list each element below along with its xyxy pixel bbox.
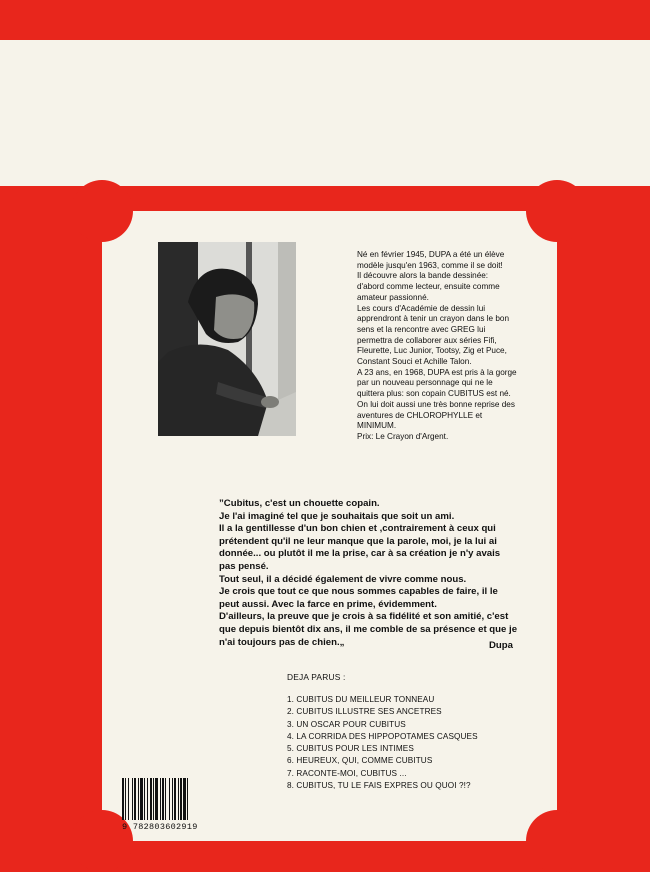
barcode-bar [140, 778, 143, 820]
barcode-bar [155, 778, 158, 820]
isbn-group-1: 782803 [132, 822, 166, 832]
barcode-bar [187, 778, 188, 820]
deja-parus-heading: DEJA PARUS : [287, 672, 346, 682]
list-item: 7. RACONTE-MOI, CUBITUS ... [287, 768, 407, 778]
quote-paragraph: Il a la gentillesse d'un bon chien et ,contrairement à ceux qui prétendent qu'il ne leur manque que la parole, moi, je la lui ai donnée... ou plutôt il me la prise, car à sa création je n'y avais pas pensé. [219, 523, 501, 572]
deja-parus-list [287, 694, 478, 792]
author-biography [357, 250, 517, 443]
isbn-prefix: 9 [122, 822, 128, 832]
author-quote [219, 498, 519, 649]
bio-paragraph: Les cours d'Académie de dessin lui apprendront à tenir un crayon dans le bon sens et la rencontre avec GREG lui permettra de collaborer aux séries Fifi, Fleurette, Luc Junior, Tootsy, Zig et Puce, Constant Souci et Achille Talon. [357, 303, 510, 367]
barcode-bar [174, 778, 176, 820]
quote-paragraph: D'ailleurs, la preuve que je crois à sa fidélité et son amitié, c'est que depuis bientôt dix ans, il me comble de sa présence et que je n'ai toujours pas de chien.„ [219, 611, 518, 648]
barcode-bar [122, 778, 124, 820]
barcode-bar [183, 778, 186, 820]
corner-notch-top-right [526, 180, 588, 242]
barcode-bar [165, 778, 166, 820]
list-item: 2. CUBITUS ILLUSTRE SES ANCETRES [287, 707, 442, 717]
bio-paragraph: Prix: Le Crayon d'Argent. [357, 431, 449, 441]
barcode-bar [180, 778, 182, 820]
quote-paragraph: Tout seul, il a décidé également de vivre comme nous. [219, 573, 467, 585]
bio-paragraph: Né en février 1945, DUPA a été un élève modèle jusqu'en 1963, comme il se doit! [357, 250, 505, 270]
barcode-bar [172, 778, 173, 820]
bio-paragraph: Il découvre alors la bande dessinée: d'abord comme lecteur, ensuite comme amateur passionné. [357, 271, 500, 302]
barcode-bar [125, 778, 126, 820]
barcode-bar [169, 778, 170, 820]
barcode-bar [150, 778, 152, 820]
author-portrait-photo [158, 242, 296, 436]
isbn-number [122, 822, 210, 832]
list-item: 3. UN OSCAR POUR CUBITUS [287, 719, 406, 729]
list-item: 5. CUBITUS POUR LES INTIMES [287, 744, 414, 754]
isbn-group-2: 602919 [165, 822, 198, 832]
barcode-bar [153, 778, 154, 820]
barcode-bar [132, 778, 133, 820]
barcode-bar [134, 778, 136, 820]
list-item: 4. LA CORRIDA DES HIPPOPOTAMES CASQUES [287, 731, 478, 741]
barcode-bar [144, 778, 145, 820]
bio-paragraph: On lui doit aussi une très bonne reprise des aventures de CHLOROPHYLLE et MINIMUM. [357, 399, 515, 431]
quote-paragraph: ”Cubitus, c'est un chouette copain. [219, 498, 380, 509]
barcode-bar [147, 778, 148, 820]
corner-notch-bottom-right [526, 810, 588, 872]
list-item: 6. HEUREUX, QUI, COMME CUBITUS [287, 756, 433, 766]
list-item: 8. CUBITUS, TU LE FAIS EXPRES OU QUOI ?!? [287, 781, 471, 791]
barcode-bar [162, 778, 164, 820]
quote-paragraph: Je crois que tout ce que nous sommes capables de faire, il le peut aussi. Avec la farce en prime, évidemment. [219, 586, 498, 610]
barcode-bar [160, 778, 161, 820]
barcode-bar [178, 778, 179, 820]
top-cream-band [0, 40, 650, 186]
list-item: 1. CUBITUS DU MEILLEUR TONNEAU [287, 695, 435, 704]
barcode-bar [128, 778, 129, 820]
bio-paragraph: A 23 ans, en 1968, DUPA est pris à la gorge par un nouveau personnage qui ne le quittera plus: son copain CUBITUS est né. [357, 367, 517, 399]
barcode-icon [122, 778, 208, 820]
quote-author: Dupa [489, 640, 513, 651]
quote-paragraph: Je l'ai imaginé tel que je souhaitais que soit un ami. [219, 510, 455, 522]
barcode-bar [138, 778, 139, 820]
corner-notch-top-left [71, 180, 133, 242]
